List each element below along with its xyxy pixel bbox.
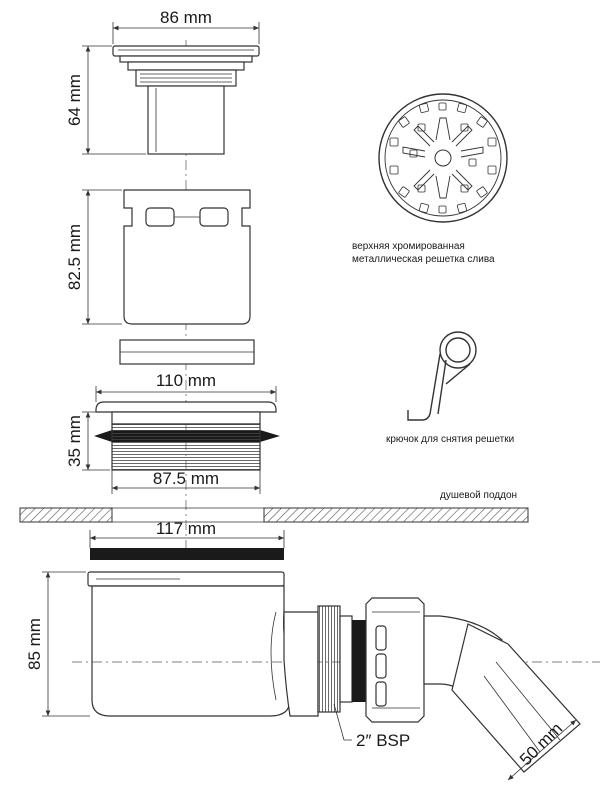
siphon-body [88,572,290,716]
thread-height-label: 35 mm [65,415,84,467]
threaded-flange [94,402,280,470]
hook-caption: крючок для снятия решетки [386,434,515,445]
trap-height-label: 82.5 mm [65,223,84,291]
strainer-height-label: 64 mm [65,74,84,126]
strainer-cup [113,46,259,154]
top-width-label: 86 mm [160,8,212,27]
removal-hook-icon [408,332,476,420]
chrome-grate-icon [379,94,507,222]
sealing-ring [120,340,254,364]
thread-width-label: 87.5 mm [152,469,220,488]
trap-bell [124,190,250,324]
grate-caption-line2: металлическая решетка слива [352,254,495,265]
grate-caption-line1: верхняя хромированная [352,241,465,252]
shower-tray [20,508,528,522]
tray-caption: душевой поддон [440,490,518,501]
flange-width-label: 110 mm [155,371,217,390]
outlet-diameter-label: 50 mm [516,719,567,770]
body-height-label: 85 mm [25,618,44,670]
thread-size-label: 2″ BSP [356,731,411,750]
gasket [90,548,284,560]
gasket-width-label: 117 mm [155,519,217,538]
